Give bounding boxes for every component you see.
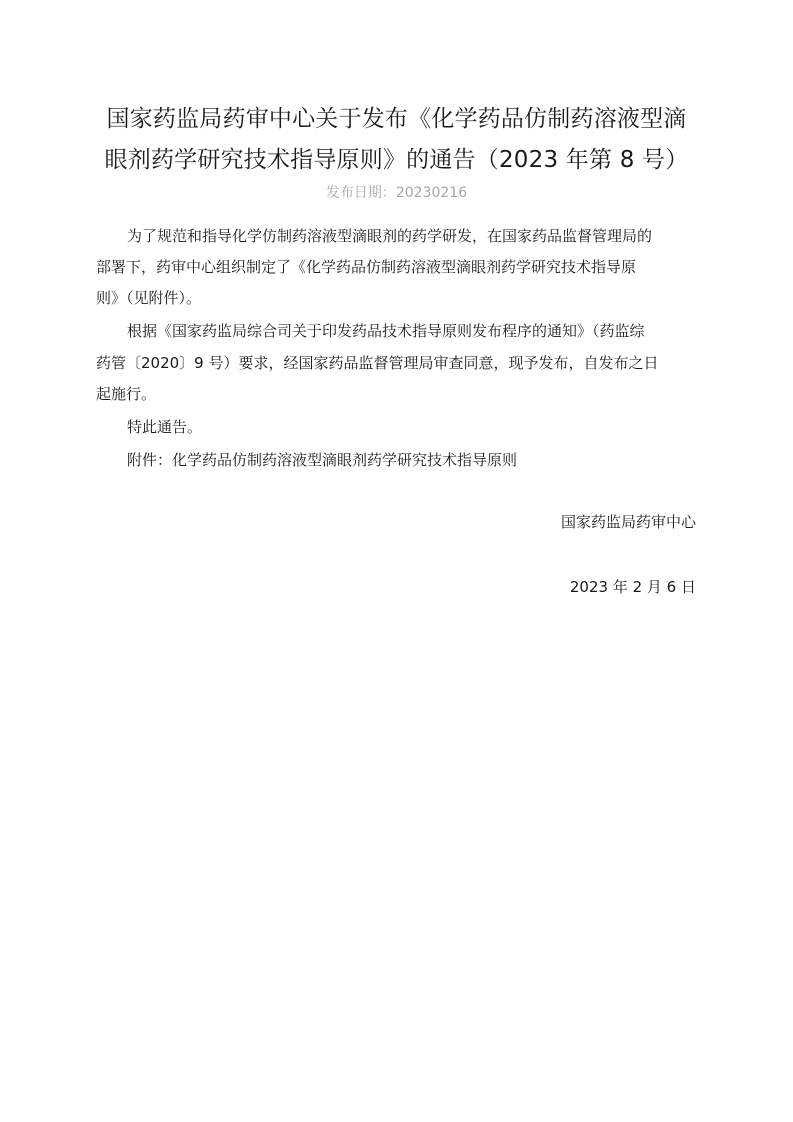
- document-title-line2: 眼剂药学研究技术指导原则》的通告（2023 年第 8 号）: [104, 147, 689, 173]
- paragraph-1-line-3: 则》（见附件）。: [96, 289, 202, 307]
- attachment-line: 附件：化学药品仿制药溶液型滴眼剂药学研究技术指导原则: [127, 451, 518, 469]
- paragraph-2-line-1: 根据《国家药监局综合司关于印发药品技术指导原则发布程序的通知》（药监综: [127, 322, 645, 340]
- paragraph-1-line-2: 部署下，药审中心组织制定了《化学药品仿制药溶液型滴眼剂药学研究技术指导原: [96, 258, 637, 276]
- signature-date: 2023 年 2 月 6 日: [569, 578, 696, 596]
- document-title-line1: 国家药监局药审中心关于发布《化学药品仿制药溶液型滴: [106, 106, 687, 132]
- paragraph-1-line-1: 为了规范和指导化学仿制药溶液型滴眼剂的药学研发，在国家药品监督管理局的: [127, 227, 653, 245]
- paragraph-3: 特此通告。: [127, 418, 203, 436]
- paragraph-2-line-3: 起施行。: [96, 385, 157, 403]
- publish-date: 发布日期：20230216: [325, 185, 468, 201]
- signature-issuer: 国家药监局药审中心: [560, 513, 696, 531]
- paragraph-2-line-2: 药管〔2020〕9 号）要求，经国家药品监督管理局审查同意，现予发布，自发布之日: [96, 354, 659, 372]
